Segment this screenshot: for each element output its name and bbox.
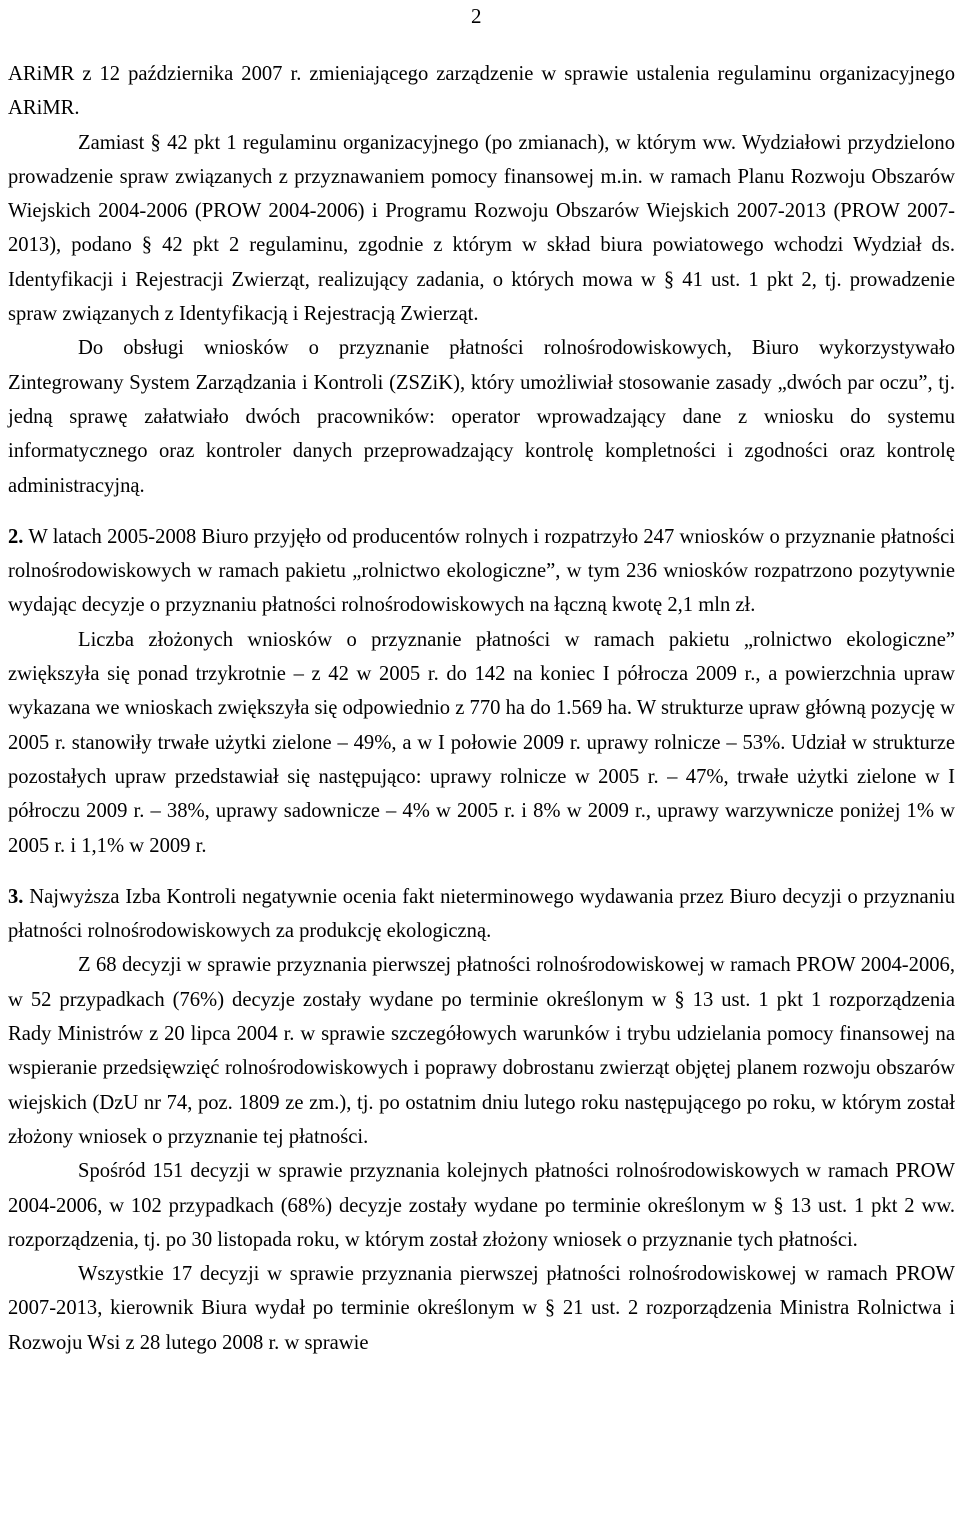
point-number: 2.	[8, 525, 24, 548]
paragraph-text: W latach 2005-2008 Biuro przyjęło od producentów rolnych i rozpatrzyło 247 wniosków o przyznanie płatności rolnośrodowiskowych w ramach pakietu „rolnictwo ekologiczne”, w tym 236 wniosków rozpatrzono pozytywnie wydając decyzje o przyznaniu płatności rolnośrodowiskowych na łączną kwotę 2,1 mln zł.	[8, 525, 955, 617]
paragraph-first-payment-decisions: Z 68 decyzji w sprawie przyznania pierwszej płatności rolnośrodowiskowej w ramach PROW 2004-2006, w 52 przypadkach (76%) decyzje zostały wydane po terminie określonym w § 13 ust. 1 pkt 1 rozporządzenia Rady Ministrów z 20 lipca 2004 r. w sprawie szczegółowych warunków i trybu udzielania pomocy finansowej na wspieranie przedsięwzięć rolnośrodowiskowych i poprawy dobrostanu zwierząt objętej planem rozwoju obszarów wiejskich (DzU nr 74, poz. 1809 ze zm.), tj. po ostatnim dniu lutego roku następującego po roku, w którym został złożony wniosek o przyznanie tej płatności.	[8, 954, 955, 1148]
paragraph-continuation: ARiMR z 12 października 2007 r. zmieniającego zarządzenie w sprawie ustalenia regulaminu organizacyjnego ARiMR.	[8, 63, 955, 120]
paragraph-point-3	[8, 880, 955, 949]
paragraph-prow-2007-decisions: Wszystkie 17 decyzji w sprawie przyznania pierwszej płatności rolnośrodowiskowej w ramach PROW 2007-2013, kierownik Biura wydał po terminie określonym w § 21 ust. 2 rozporządzenia Ministra Rolnictwa i Rozwoju Wsi z 28 lutego 2008 r. w sprawie	[8, 1263, 955, 1354]
paragraph-point-2	[8, 520, 955, 623]
paragraph-text: Najwyższa Izba Kontroli negatywnie ocenia fakt nieterminowego wydawania przez Biuro decyzji o przyznaniu płatności rolnośrodowiskowych za produkcję ekologiczną.	[8, 885, 956, 943]
paragraph-zszik: Do obsługi wniosków o przyznanie płatności rolnośrodowiskowych, Biuro wykorzystywało Zintegrowany System Zarządzania i Kontroli (ZSZiK), który umożliwiał stosowanie zasady „dwóch par oczu”, tj. jedną sprawę załatwiało dwóch pracowników: operator wprowadzający dane z wniosku do systemu informatycznego oraz kontroler danych przeprowadzający kontrolę kompletności i zgodności oraz kontrolę administracyjną.	[8, 337, 955, 497]
paragraph-application-stats: Liczba złożonych wniosków o przyznanie płatności w ramach pakietu „rolnictwo ekologiczne” zwiększyła się ponad trzykrotnie – z 42 w 2005 r. do 142 na koniec I półrocza 2009 r., a powierzchnia upraw wykazana we wnioskach zwiększyła się odpowiednio z 770 ha do 1.569 ha. W strukturze upraw główną pozycję w 2005 r. stanowiły trwałe użytki zielone – 49%, a w I połowie 2009 r. uprawy rolnicze – 53%. Udział w strukturze pozostałych upraw przedstawiał się następująco: uprawy rolnicze w 2005 r. – 47%, trwałe użytki zielone w I półroczu 2009 r. – 38%, uprawy sadownicze – 4% w 2005 r. i 8% w 2009 r., uprawy warzywnicze poniżej 1% w 2005 r. i 1,1% w 2009 r.	[8, 628, 955, 857]
paragraph-subsequent-payment-decisions: Spośród 151 decyzji w sprawie przyznania kolejnych płatności rolnośrodowiskowych w ramach PROW 2004-2006, w 102 przypadkach (68%) decyzje zostały wydane po terminie określonym w § 13 ust. 1 pkt 2 ww. rozporządzenia, tj. po 30 listopada roku, w którym został złożony wniosek o przyznanie tych płatności.	[8, 1160, 955, 1251]
paragraph-regulation-change: Zamiast § 42 pkt 1 regulaminu organizacyjnego (po zmianach), w którym ww. Wydziałowi przydzielono prowadzenie spraw związanych z przyznawaniem pomocy finansowej m.in. w ramach Planu Rozwoju Obszarów Wiejskich 2004-2006 (PROW 2004-2006) i Programu Rozwoju Obszarów Wiejskich 2007-2013 (PROW 2007-2013), podano § 42 pkt 2 regulaminu, zgodnie z którym w skład biura powiatowego wchodzi Wydział ds. Identyfikacji i Rejestracji Zwierząt, realizujący zadania, o których mowa w § 41 ust. 1 pkt 2, tj. prowadzenie spraw związanych z Identyfikacją i Rejestracją Zwierząt.	[8, 131, 955, 326]
page-number: 2	[471, 4, 482, 28]
document-body	[8, 57, 955, 1360]
point-number: 3.	[8, 885, 24, 908]
